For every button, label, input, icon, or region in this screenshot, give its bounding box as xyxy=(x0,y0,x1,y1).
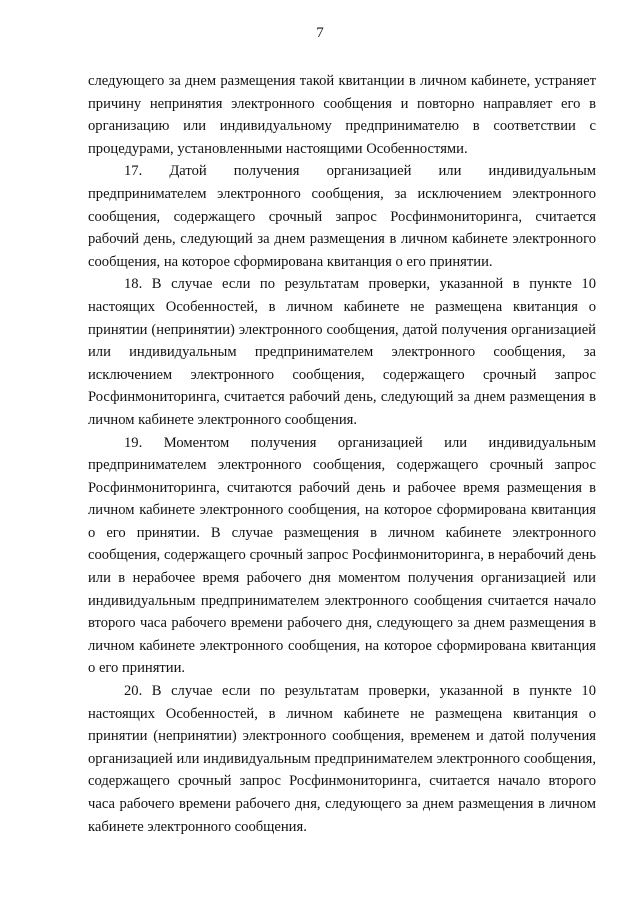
page-number: 7 xyxy=(316,25,324,41)
paragraph-18: 18. В случае если по результатам проверки, указанной в пункте 10 настоящих Особенностей, в личном кабинете не размещена квитанция о принятии (непринятии) электронного сообщения, датой получения организацией или индивидуальным предпринимателем электронного сообщения, за исключением электронного сообщения, содержащего срочный запрос Росфинмониторинга, считается рабочий день, следующий за днем размещения в личном кабинете электронного сообщения. xyxy=(88,276,596,428)
paragraph-continuation: следующего за днем размещения такой квитанции в личном кабинете, устраняет причину непринятия электронного сообщения и повторно направляет его в организацию или индивидуальному предпринимателю в соответствии с процедурами, установленными настоящими Особенностями. xyxy=(88,73,596,157)
paragraph-19: 19. Моментом получения организацией или индивидуальным предпринимателем электронного сообщения, содержащего срочный запрос Росфинмониторинга, считаются рабочий день и рабочее время размещения в личном кабинете электронного сообщения, на которое сформирована квитанция о его принятии. В случае размещения в личном кабинете электронного сообщения, содержащего срочный запрос Росфинмониторинга, в нерабочий день или в нерабочее время рабочего дня моментом получения организацией или индивидуальным предпринимателем электронного сообщения считается начало второго часа рабочего времени рабочего дня, следующего за днем размещения в личном кабинете электронного сообщения, на которое сформирована квитанция о его принятии. xyxy=(88,434,596,677)
document-body xyxy=(88,70,596,838)
paragraph-20: 20. В случае если по результатам проверки, указанной в пункте 10 настоящих Особенностей, в личном кабинете не размещена квитанция о принятии (непринятии) электронного сообщения, временем и датой получения организацией или индивидуальным предпринимателем электронного сообщения, содержащего срочный запрос Росфинмониторинга, считается начало второго часа рабочего времени рабочего дня, следующего за днем размещения в личном кабинете электронного сообщения. xyxy=(88,683,596,835)
paragraph-17: 17. Датой получения организацией или индивидуальным предпринимателем электронного сообщения, за исключением электронного сообщения, содержащего срочный запрос Росфинмониторинга, считается рабочий день, следующий за днем размещения в личном кабинете электронного сообщения, на которое сформирована квитанция о его принятии. xyxy=(88,163,596,270)
